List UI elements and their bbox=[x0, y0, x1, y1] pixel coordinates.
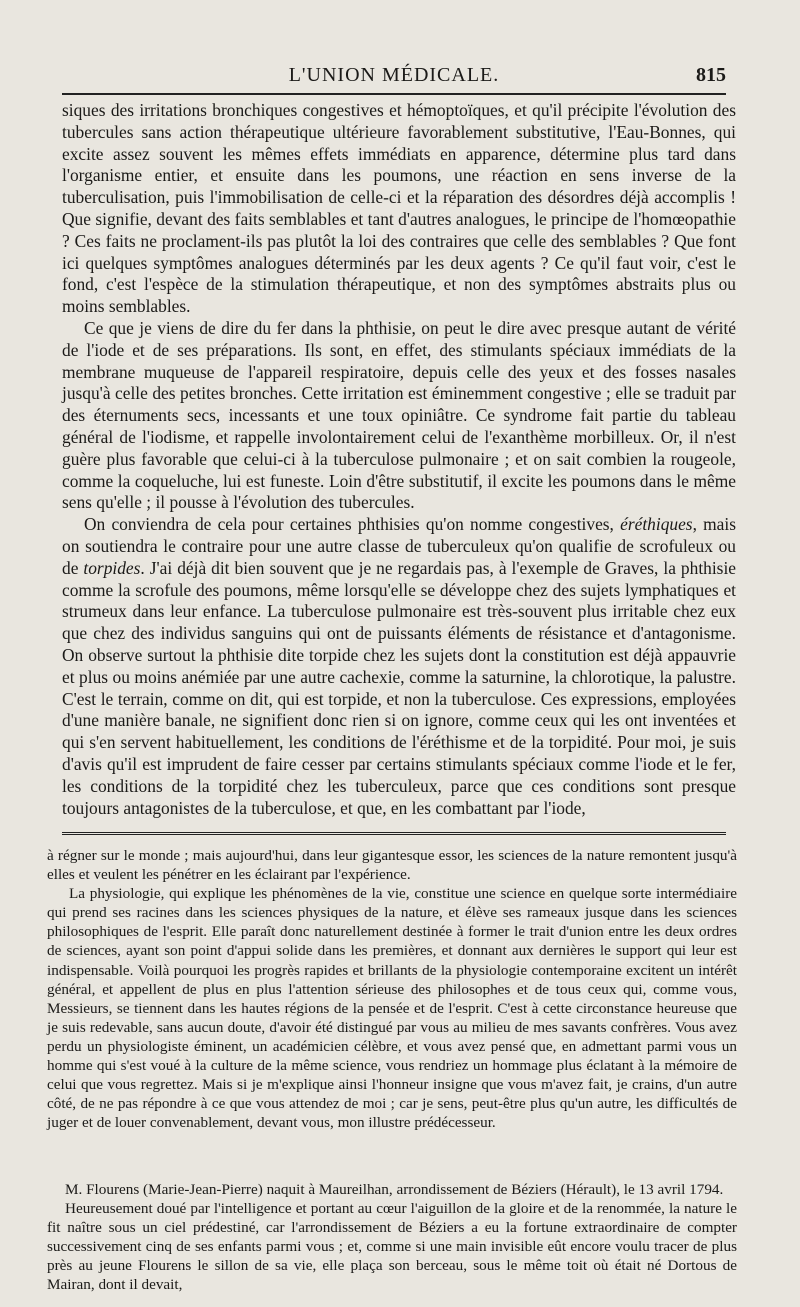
main-text bbox=[62, 100, 736, 819]
paragraph-1: siques des irritations bronchiques congestives et hémoptoïques, et qu'il précipite l'évolution des tubercules sans action thérapeutique ultérieure favorablement substitutive, l'Eau-Bonnes, qui excite assez souvent les mêmes effets immédiats en apparence, détermine plus tard dans l'organisme entier, et ensuite dans les poumons, une réaction en sens inverse de la tuberculisation, puis l'immobilisation de celle-ci et la réparation des désordres déjà accomplis ! Que signifie, devant des faits semblables et tant d'autres analogues, le principe de l'homœopathie ? Ces faits ne proclament-ils pas plutôt la loi des contraires que celle des semblables ? Que font ici quelques symptômes analogues déterminés par les deux agents ? Ce qu'il faut voir, c'est le fond, c'est l'espèce de la stimulation thérapeutique, et non des symptômes abstraits plus ou moins semblables. bbox=[62, 100, 736, 317]
paragraph-3-text-a: On conviendra de cela pour certaines phthisies qu'on nomme congestives, bbox=[84, 514, 621, 535]
term-erethiques: éréthiques bbox=[620, 514, 693, 535]
biography-paragraph-1: M. Flourens (Marie-Jean-Pierre) naquit à Maureilhan, arrondissement de Béziers (Hérault), le 13 avril 1794. bbox=[65, 1181, 724, 1198]
page-number: 815 bbox=[696, 64, 726, 86]
section-divider bbox=[62, 832, 726, 835]
feuilleton-paragraph-1: à régner sur le monde ; mais aujourd'hui, dans leur gigantesque essor, les sciences de la nature remontent jusqu'à elles et veulent les pénétrer en les éclairant par l'expérience. bbox=[47, 847, 737, 884]
term-torpides: torpides bbox=[83, 557, 141, 578]
biography-paragraph-2: Heureusement doué par l'intelligence et portant au cœur l'aiguillon de la gloire et de la renommée, la nature le fit naître sous un ciel prédestiné, car l'arrondissement de Béziers a eu la fortune extraordinaire de compter successivement cinq de ses enfants parmi vous ; et, comme si une main invisible eût encore voulu tracer de plus près au jeune Flourens le sillon de sa vie, elle plaça son berceau, sous le même toit où était né Dortous de Mairan, dont il devait, bbox=[47, 1200, 737, 1294]
running-header bbox=[62, 62, 726, 90]
feuilleton-paragraph-2: La physiologie, qui explique les phénomènes de la vie, constitue une science en quelque sorte intermédiaire qui prend ses racines dans les sciences physiques de la nature, et élève ses rameaux jusque dans les sciences philosophiques de l'esprit. Elle paraît donc naturellement destinée à former le trait d'union entre les deux ordres de sciences, ayant son point d'appui solide dans les premières, et donnant aux dernières le support qui leur est indispensable. Voilà pourquoi les progrès rapides et brillants de la physiologie contemporaine excitent un intérêt général, et appellent de plus en plus l'attention sérieuse des philosophes et de tous ceux qui, comme vous, Messieurs, se tiennent dans les hautes régions de la pensée et de l'esprit. C'est à cette circonstance heureuse que je suis redevable, sans aucun doute, d'avoir été distingué par vous au milieu de mes savants confrères. Vous avez perdu un physiologiste éminent, un académicien célèbre, et vous avez pensé que, en admettant parmi vous un homme qui s'est voué à la culture de la même science, vous rendriez un hommage plus éclatant à la mémoire de celui que vous regrettez. Mais si je m'explique ainsi l'honneur insigne que vous m'avez fait, je crains, d'un autre côté, de ne pas répondre à ce que vous attendez de moi ; car je sens, peut-être plus qu'un autre, les difficultés de juger et de louer convenablement, devant vous, mon illustre prédécesseur. bbox=[47, 885, 737, 1132]
feuilleton-text bbox=[47, 846, 737, 1132]
paragraph-3 bbox=[62, 514, 736, 819]
paragraph-2: Ce que je viens de dire du fer dans la phthisie, on peut le dire avec presque autant de vérité de l'iode et de ses préparations. Ils sont, en effet, des stimulants spéciaux immédiats de la membrane muqueuse de l'appareil respiratoire, depuis celle des yeux et des fosses nasales jusqu'à celle des petites bronches. Cette irritation est éminemment congestive ; elle se traduit par des éternuments secs, incessants et une toux opiniâtre. Ce syndrome fait partie du tableau général de l'iodisme, et rappelle involontairement celui de l'exanthème morbilleux. Or, il n'est guère plus favorable que celui-ci à la tuberculose pulmonaire ; et on sait combien la rougeole, comme la coqueluche, lui est funeste. Loin d'être substitutif, il excite les poumons dans le même sens qu'elle ; il pousse à l'évolution des tubercules. bbox=[62, 317, 736, 513]
header-rule bbox=[62, 93, 726, 95]
journal-title: L'UNION MÉDICALE. bbox=[288, 64, 500, 86]
biography-text bbox=[47, 1180, 737, 1295]
paragraph-3-text-b: , mais on soutiendra le contraire pour une autre classe de tuberculeux qu'on qualifie de scrofuleux ou de bbox=[62, 514, 736, 578]
paragraph-3-text-c: . J'ai déjà dit bien souvent que je ne regardais pas, à l'exemple de Graves, la phthisie comme la scrofule des poumons, même lorsqu'elle se développe chez des sujets lymphatiques et strumeux dans leur enfance. La tuberculose pulmonaire est très-souvent plus irritable chez eux que chez des individus sanguins qui ont de puissants éléments de résistance et d'antagonisme. On observe surtout la phthisie dite torpide chez les sujets dont la constitution est déjà appauvrie et plus ou moins anémiée par une autre cachexie, comme la saturnine, la chlorotique, la palustre. C'est le terrain, comme on dit, qui est torpide, et non la tuberculose. Ces expressions, employées d'une manière banale, ne signifient donc rien si on ignore, comme ceux qui les ont inventées et qui s'en servent habituellement, les conditions de l'éréthisme et de la torpidité. Pour moi, je suis d'avis qu'il est imprudent de faire cesser par certains stimulants spéciaux comme l'iode et le fer, les conditions de la torpidité chez les tuberculeux, parce que ces conditions sont presque toujours antagonistes de la tuberculose, et que, en les combattant par l'iode, bbox=[62, 557, 736, 818]
